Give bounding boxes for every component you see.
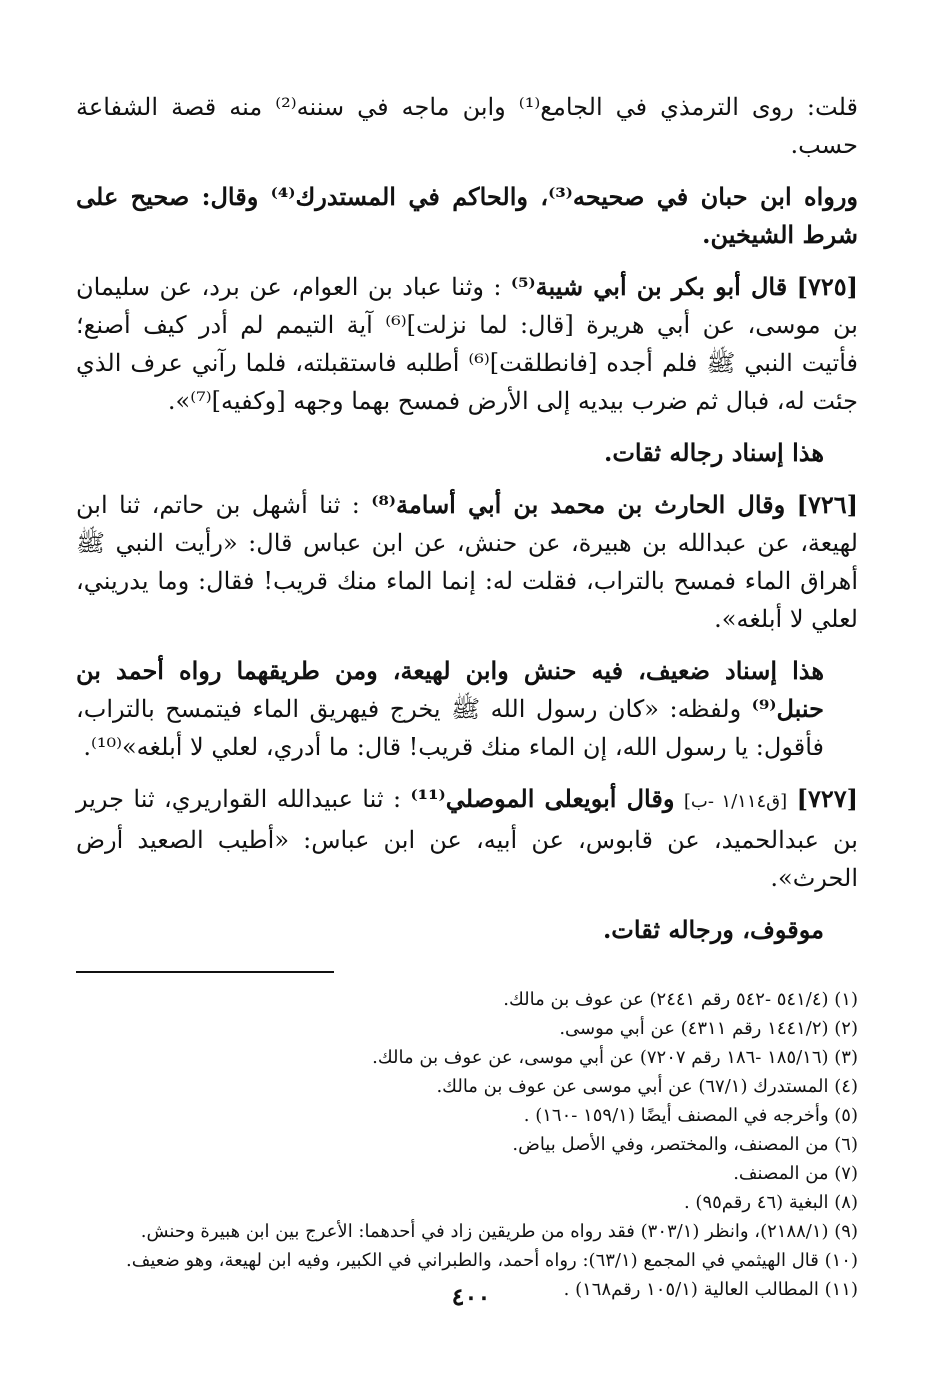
hadith-726-body: : ثنا أشهل بن حاتم، ثنا ابن لهيعة، عن عبدالله بن هبيرة، عن حنش، عن ابن عباس قال: «رأيت النبي ﷺ أهراق الماء فمسح بالتراب، فقلت له: إنما الماء منك قريب! فقال: وما يدريني، لعلي لا أبلغه».	[76, 491, 858, 633]
paragraph-ibn-hibban	[76, 178, 858, 254]
verdict-725	[76, 434, 858, 472]
footnote-6: (٦) من المصنف، والمختصر، وفي الأصل بياض.	[512, 1134, 858, 1155]
footnote-separator	[76, 971, 858, 973]
footnote-3: (٣) (١٨٥/١٦ -١٨٦ رقم ٧٢٠٧) عن أبي موسى، عن عوف بن مالك.	[372, 1047, 858, 1068]
footnote-4: (٤) المستدرك (٦٧/١) عن أبي موسى عن عوف بن مالك.	[436, 1076, 858, 1097]
hadith-727-body: : ثنا عبيدالله القواريري، ثنا جرير بن عبدالحميد، عن قابوس، عن أبيه، عن ابن عباس: «أطيب الصعيد أرض الحرث».	[76, 785, 858, 892]
page-body	[76, 88, 858, 1304]
verdict-725-text: هذا إسناد رجاله ثقات.	[603, 438, 824, 467]
verdict-726	[76, 652, 858, 766]
footnotes-list	[76, 985, 858, 1304]
hadith-725-body: : وثنا عباد بن العوام، عن برد، عن سليمان بن موسى، عن أبي هريرة [قال: لما نزلت]⁽⁶⁾ آية التيمم لم أدر كيف أصنع؛ فأتيت النبي ﷺ فلم أجده [فانطلقت]⁽⁶⁾ أطلبه فاستقبلته، فلما رآني عرف الذي جئت له، فبال ثم ضرب بيديه إلى الأرض فمسح بهما وجهه [وكفيه]⁽⁷⁾».	[76, 273, 859, 415]
verdict-727-text: موقوف، ورجاله ثقات.	[602, 915, 824, 944]
footnote-rule	[76, 971, 334, 973]
hadith-727	[76, 780, 858, 897]
verdict-727	[76, 911, 858, 949]
hadith-727-manuscript-ref: [ق١/١١٤ -ب]	[683, 791, 788, 812]
hadith-726	[76, 486, 858, 638]
paragraph-tirmidhi	[76, 88, 858, 164]
hadith-725	[76, 268, 858, 420]
hadith-725-lead: قال أبو بكر بن أبي شيبة⁽⁵⁾	[510, 272, 788, 301]
verdict-726-bold: هذا إسناد ضعيف، فيه حنش وابن لهيعة، ومن طريقهما رواه أحمد بن حنبل⁽⁹⁾	[76, 656, 825, 723]
verdict-726-rest: ولفظه: «كان رسول الله ﷺ يخرج فيهريق الماء فيتمسح بالتراب، فأقول: يا رسول الله، إن الماء منك قريب! قال: ما أدري، لعلي لا أبلغه»⁽¹⁰⁾.	[76, 695, 824, 761]
hadith-726-lead: وقال الحارث بن محمد بن أبي أسامة⁽⁸⁾	[371, 490, 786, 519]
paragraph-tirmidhi-text: قلت: روى الترمذي في الجامع⁽¹⁾ وابن ماجه في سننه⁽²⁾ منه قصة الشفاعة حسب.	[76, 93, 858, 159]
hadith-727-number: [٧٢٧]	[796, 784, 858, 813]
footnote-8: (٨) البغية (٤٦ رقم٩٥) .	[683, 1192, 858, 1213]
page-number: ٤٠٠	[451, 1282, 491, 1311]
hadith-726-number: [٧٢٦]	[796, 490, 858, 519]
hadith-725-number: [٧٢٥]	[796, 272, 858, 301]
paragraph-ibn-hibban-text: ورواه ابن حبان في صحيحه⁽³⁾، والحاكم في المستدرك⁽⁴⁾ وقال: صحيح على شرط الشيخين.	[76, 182, 859, 249]
footnote-11: (١١) المطالب العالية (١٠٥/١ رقم١٦٨) .	[563, 1279, 858, 1300]
footnote-5: (٥) وأخرجه في المصنف أيضًا (١٥٩/١ -١٦٠) .	[523, 1105, 858, 1126]
footnote-7: (٧) من المصنف.	[733, 1163, 858, 1184]
hadith-727-lead: وقال أبويعلى الموصلي⁽¹¹⁾	[410, 784, 675, 813]
footnote-2: (٢) (١٤٤١/٢ رقم ٤٣١١) عن أبي موسى.	[559, 1018, 858, 1039]
footnote-9: (٩) (٢١٨٨/١)، وانظر (٣٠٣/١) فقد رواه من طريقين زاد في أحدهما: الأعرج بين ابن هبيرة وحنش.	[140, 1221, 858, 1242]
footnote-10: (١٠) قال الهيثمي في المجمع (٦٣/١): رواه أحمد، والطبراني في الكبير، وفيه ابن لهيعة، وهو ضعيف.	[126, 1250, 858, 1271]
footnote-1: (١) (٥٤١/٤ -٥٤٢ رقم ٢٤٤١) عن عوف بن مالك.	[503, 989, 858, 1010]
